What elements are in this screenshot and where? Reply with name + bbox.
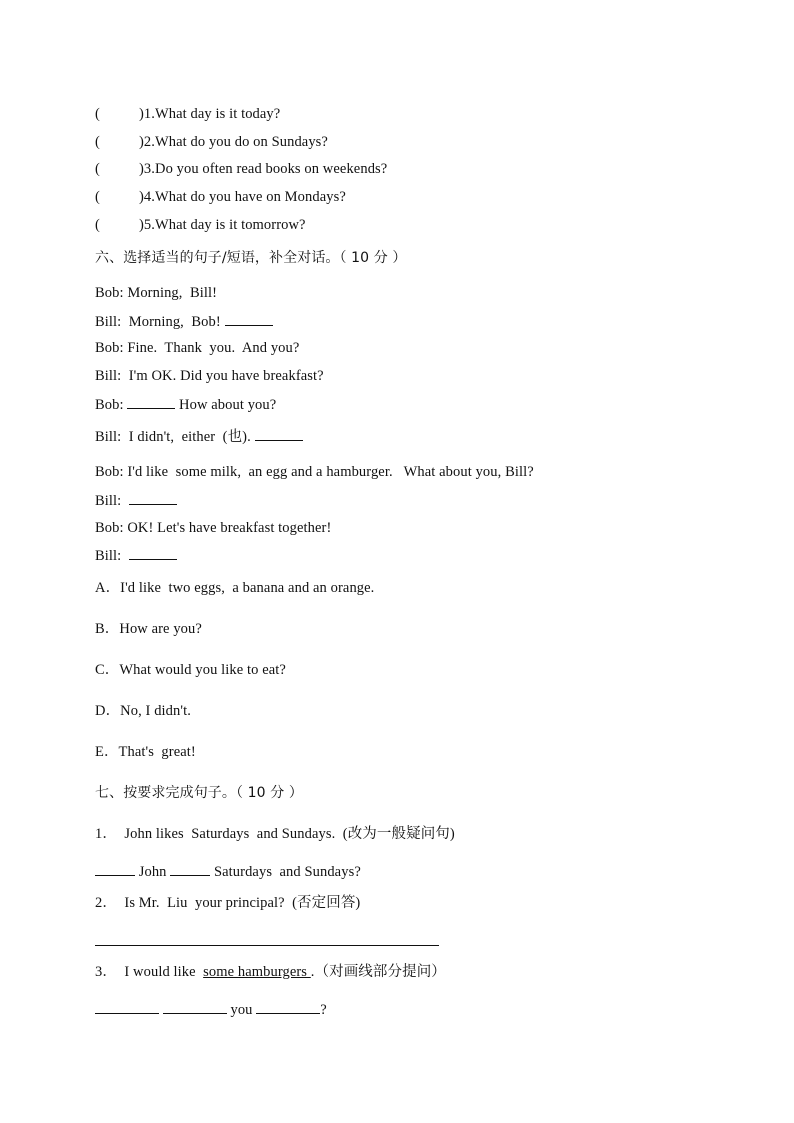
question-item-4: ( )4.What do you have on Mondays? [95,189,346,205]
sentence-q3-answer: you ? [95,1000,327,1019]
answer-blank [95,1000,159,1014]
question-item-3: ( )3.Do you often read books on weekends? [95,161,388,177]
dialog-line-3: Bob: Fine. Thank you. And you? [95,340,300,356]
question-item-1: ( )1.What day is it today? [95,106,281,122]
dialog-line-4: Bill: I'm OK. Did you have breakfast? [95,368,324,384]
option-c: C．What would you like to eat? [95,662,286,678]
dialog-line-5: Bob: How about you? [95,397,277,413]
dialog-line-1: Bob: Morning, Bill! [95,285,218,301]
underlined-phrase: some hamburgers [203,964,311,980]
option-d: D．No, I didn't. [95,703,191,719]
answer-blank [225,312,273,326]
dialog-line-6: Bill: I didn't, either (也). [95,427,303,446]
dialog-line-2: Bill: Morning, Bob! [95,312,273,331]
answer-blank [129,546,177,560]
dialog-line-8: Bill: [95,491,177,510]
answer-blank [95,862,135,876]
answer-blank [256,1000,320,1014]
option-e: E．That's great! [95,744,196,760]
dialog-line-10: Bill: [95,546,177,565]
question-item-5: ( )5.What day is it tomorrow? [95,217,306,233]
answer-blank [127,395,175,409]
sentence-q1: 1． John likes Saturdays and Sundays. (改为一般疑问句) [95,826,455,842]
dialog-line-9: Bob: OK! Let's have breakfast together! [95,520,332,536]
sentence-q1-answer: John Saturdays and Sundays? [95,862,361,881]
sentence-q2: 2． Is Mr. Liu your principal? (否定回答) [95,895,361,911]
answer-line [95,945,439,946]
answer-blank [255,427,303,441]
section6-heading: 六、选择适当的句子/短语，补全对话。（ 10 分 ） [95,250,407,266]
sentence-q3: 3． I would like some hamburgers .（对画线部分提问） [95,964,446,980]
option-b: B．How are you? [95,621,202,637]
answer-blank [129,491,177,505]
dialog-line-7: Bob: I'd like some milk, an egg and a hamburger. What about you, Bill? [95,464,534,480]
answer-blank [163,1000,227,1014]
question-item-2: ( )2.What do you do on Sundays? [95,134,328,150]
section7-heading: 七、按要求完成句子。（ 10 分 ） [95,785,303,801]
option-a: A．I'd like two eggs, a banana and an orange. [95,580,375,596]
answer-blank [170,862,210,876]
